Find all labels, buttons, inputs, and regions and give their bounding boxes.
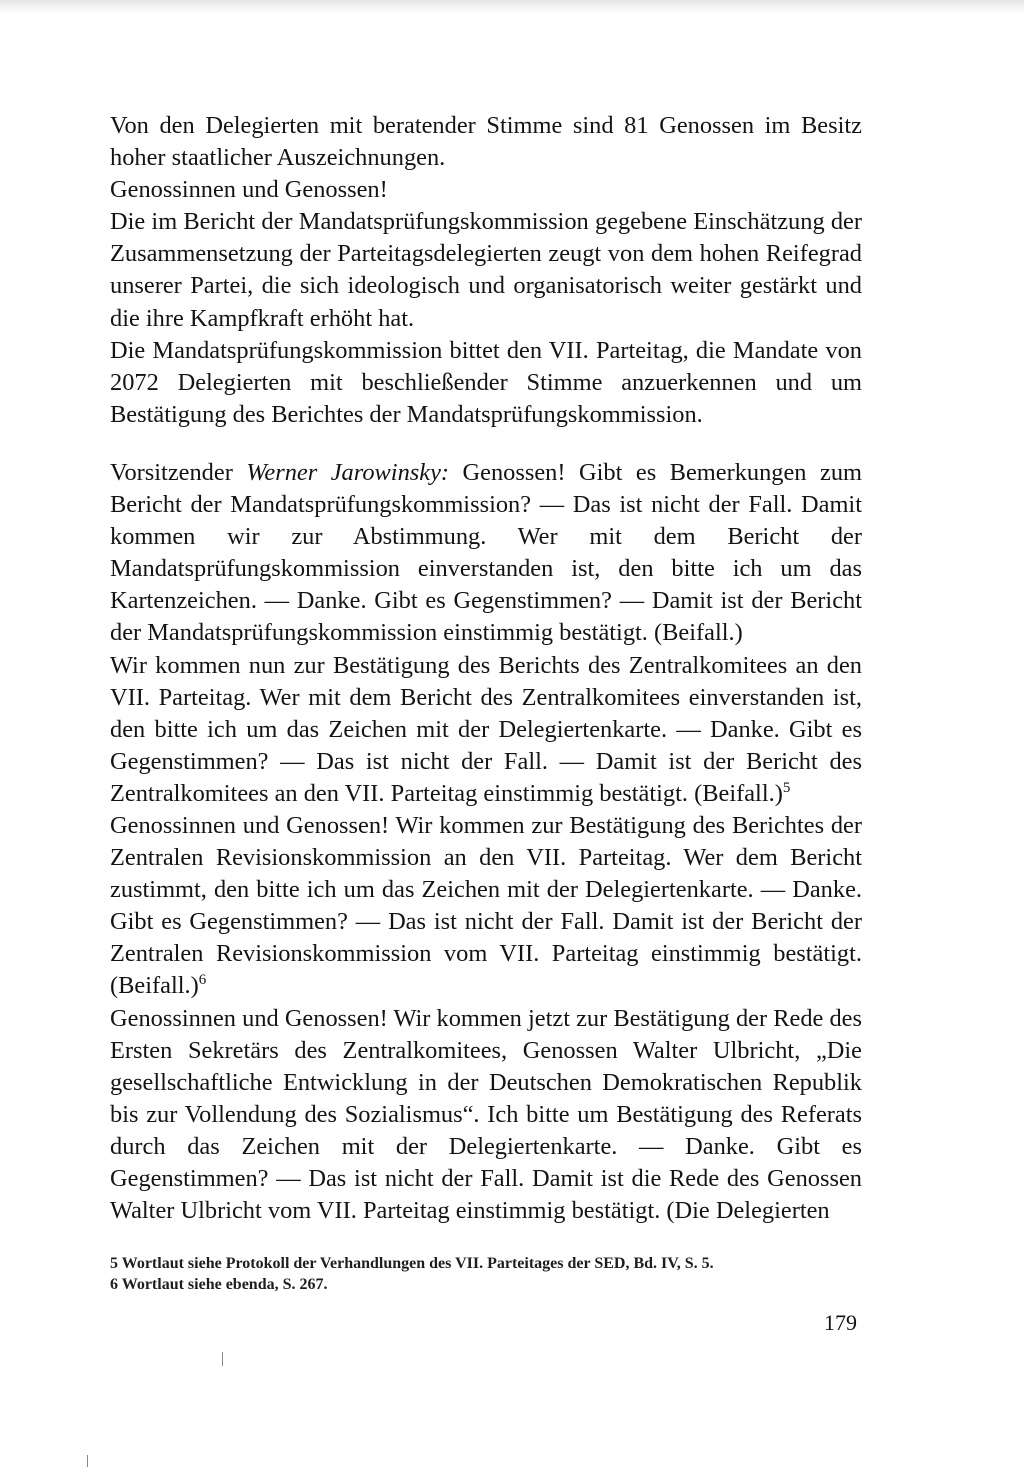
- speaker-name: Werner Jarowinsky:: [246, 458, 450, 486]
- footnote: 5 Wortlaut siehe Protokoll der Verhandlungen des VII. Parteitages der SED, Bd. IV, S. 5.: [110, 1255, 714, 1272]
- speaker-paragraph: [110, 457, 862, 650]
- paragraph-text: Genossinnen und Genossen! Wir kommen zur Bestätigung des Berichtes der Zentralen Revisionskommission an den VII. Parteitag. Wer dem Bericht zustimmt, den bitte ich um das Zeichen mit der Delegiertenkarte. — Danke. Gibt es Gegenstimmen? — Das ist nicht der Fall. Damit ist der Bericht der Zentralen Revisionskommission vom VII. Parteitag einstimmig bestätigt. (Beifall.): [110, 811, 862, 1000]
- paragraph: Genossinnen und Genossen!: [110, 176, 388, 204]
- speaker-prefix: Vorsitzender: [110, 458, 247, 486]
- paragraph: Die Mandatsprüfungskommission bittet den VII. Parteitag, die Mandate von 2072 Delegierten mit beschließender Stimme anzuerkennen und um Bestätigung des Berichtes der Mandatsprüfungskommission.: [110, 336, 862, 428]
- paragraph: Von den Delegierten mit beratender Stimme sind 81 Genossen im Besitz hoher staatlicher Auszeichnungen.: [110, 112, 862, 172]
- scan-artifact: [87, 1455, 88, 1467]
- footnote: 6 Wortlaut siehe ebenda, S. 267.: [110, 1276, 328, 1293]
- speaker-text: Genossen! Gibt es Bemerkungen zum Bericht der Mandatsprüfungskommission? — Das ist nicht der Fall. Damit kommen wir zur Abstimmung. Wer mit dem Bericht der Mandatsprüfungskommission einverstanden ist, den bitte ich um das Kartenzeichen. — Danke. Gibt es Gegenstimmen? — Damit ist der Bericht der Mandatsprüfungskommission einstimmig bestätigt. (Beifall.): [110, 458, 862, 647]
- paragraph: Die im Bericht der Mandatsprüfungskommission gegebene Einschätzung der Zusammensetzung der Parteitagsdelegierten zeugt von dem hohen Reifegrad unserer Partei, die sich ideologisch und organisatorisch weiter gestärkt und die ihre Kampfkraft erhöht hat.: [110, 208, 862, 332]
- footnote-reference: 6: [198, 972, 207, 989]
- footnotes: [110, 1253, 862, 1295]
- paragraph: Genossinnen und Genossen! Wir kommen jetzt zur Bestätigung der Rede des Ersten Sekretärs des Zentralkomitees, Genossen Walter Ulbricht, „Die gesellschaftliche Entwicklung in der Deutschen Demokratischen Republik bis zur Vollendung des Sozialismus“. Ich bitte um Bestätigung des Referats durch das Zeichen mit der Delegiertenkarte. — Danke. Gibt es Gegenstimmen? — Das ist nicht der Fall. Damit ist die Rede des Genossen Walter Ulbricht vom VII. Parteitag einstimmig bestätigt. (Die Delegierten: [110, 1004, 862, 1225]
- scan-artifact: [222, 1352, 223, 1366]
- body-text: [110, 110, 862, 1227]
- paragraph: [110, 810, 862, 1003]
- footnote-reference: 5: [782, 779, 791, 796]
- paragraph-text: Wir kommen nun zur Bestätigung des Berichts des Zentralkomitees an den VII. Parteitag. Wer mit dem Bericht des Zentralkomitees einverstanden ist, den bitte ich um das Zeichen mit der Delegiertenkarte. — Danke. Gibt es Gegenstimmen? — Das ist nicht der Fall. — Damit ist der Bericht des Zentralkomitees an den VII. Parteitag einstimmig bestätigt. (Beifall.): [110, 651, 862, 807]
- scan-edge-shadow: [0, 0, 1024, 14]
- paragraph: [110, 650, 862, 810]
- page-number: 179: [824, 1310, 857, 1335]
